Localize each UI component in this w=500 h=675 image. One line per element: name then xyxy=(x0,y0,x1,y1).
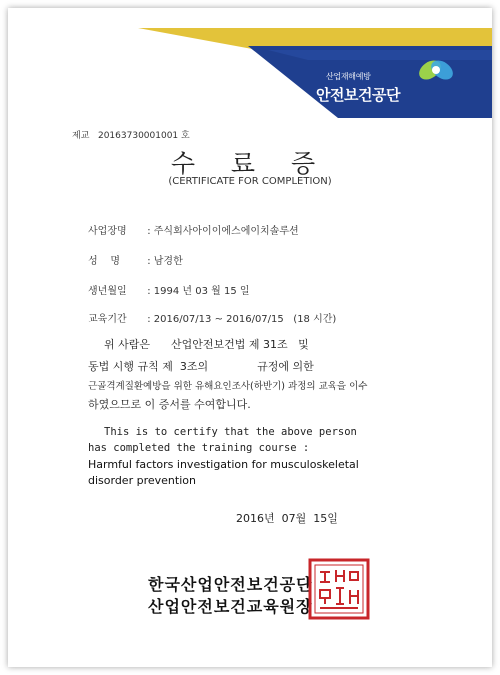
official-seal-icon xyxy=(308,558,370,620)
org-subtitle: 산업재해예방 xyxy=(326,72,371,81)
certificate-title: 수 료 증 xyxy=(170,149,330,178)
certificate-number xyxy=(72,128,190,141)
field-label: 성 명 xyxy=(88,256,121,267)
course-name-line-1: Harmful factors investigation for musculoskeletal xyxy=(88,458,359,471)
field-value: 주식회사아이이에스에이치솔루션 xyxy=(153,226,299,237)
field-company: 사업장명 : 주식회사아이이에스에이치솔루션 xyxy=(88,222,299,237)
field-value: 1994 년 03 월 15 일 xyxy=(153,286,250,297)
kosha-logo-icon xyxy=(416,52,456,88)
field-training-period: 교육기간 : 2016/07/13 ~ 2016/07/15 (18 시간) xyxy=(88,310,336,325)
issuer-line-2: 산업안전보건교육원장 xyxy=(148,597,313,616)
field-label: 생년월일 xyxy=(88,286,127,297)
field-label: 교육기간 xyxy=(88,314,127,325)
certificate-page xyxy=(8,8,492,667)
body-korean-line-3: 근골격계질환예방을 위한 유해요인조사(하반기) 과정의 교육을 이수 xyxy=(88,381,368,392)
number-suffix: 호 xyxy=(181,131,190,141)
body-korean-line-4: 하였으므로 이 증서를 수여합니다. xyxy=(88,398,251,411)
body-english-line-1: This is to certify that the above person xyxy=(104,426,357,438)
course-name-line-2: disorder prevention xyxy=(88,474,196,487)
field-value: 2016/07/13 ~ 2016/07/15 (18 시간) xyxy=(153,314,337,325)
field-label: 사업장명 xyxy=(88,226,127,237)
field-value: 남경한 xyxy=(153,256,183,267)
body-korean-line-1: 위 사람은 산업안전보건법 제 31조 및 xyxy=(104,338,309,351)
body-korean-line-2: 동법 시행 규칙 제 3조의 규정에 의한 xyxy=(88,360,314,373)
body-english-line-2: has completed the training course : xyxy=(88,442,310,454)
issue-date: 2016년 07월 15일 xyxy=(236,512,338,525)
org-name: 안전보건공단 xyxy=(316,86,400,104)
field-name: 성 명 : 남경한 xyxy=(88,252,183,267)
number-label: 제교 xyxy=(72,131,90,141)
issuer-line-1: 한국산업안전보건공단 xyxy=(148,575,313,594)
number-value: 20163730001001 xyxy=(97,131,179,141)
certificate-subtitle: (CERTIFICATE FOR COMPLETION) xyxy=(168,176,332,187)
field-birthdate: 생년월일 : 1994 년 03 월 15 일 xyxy=(88,282,250,297)
